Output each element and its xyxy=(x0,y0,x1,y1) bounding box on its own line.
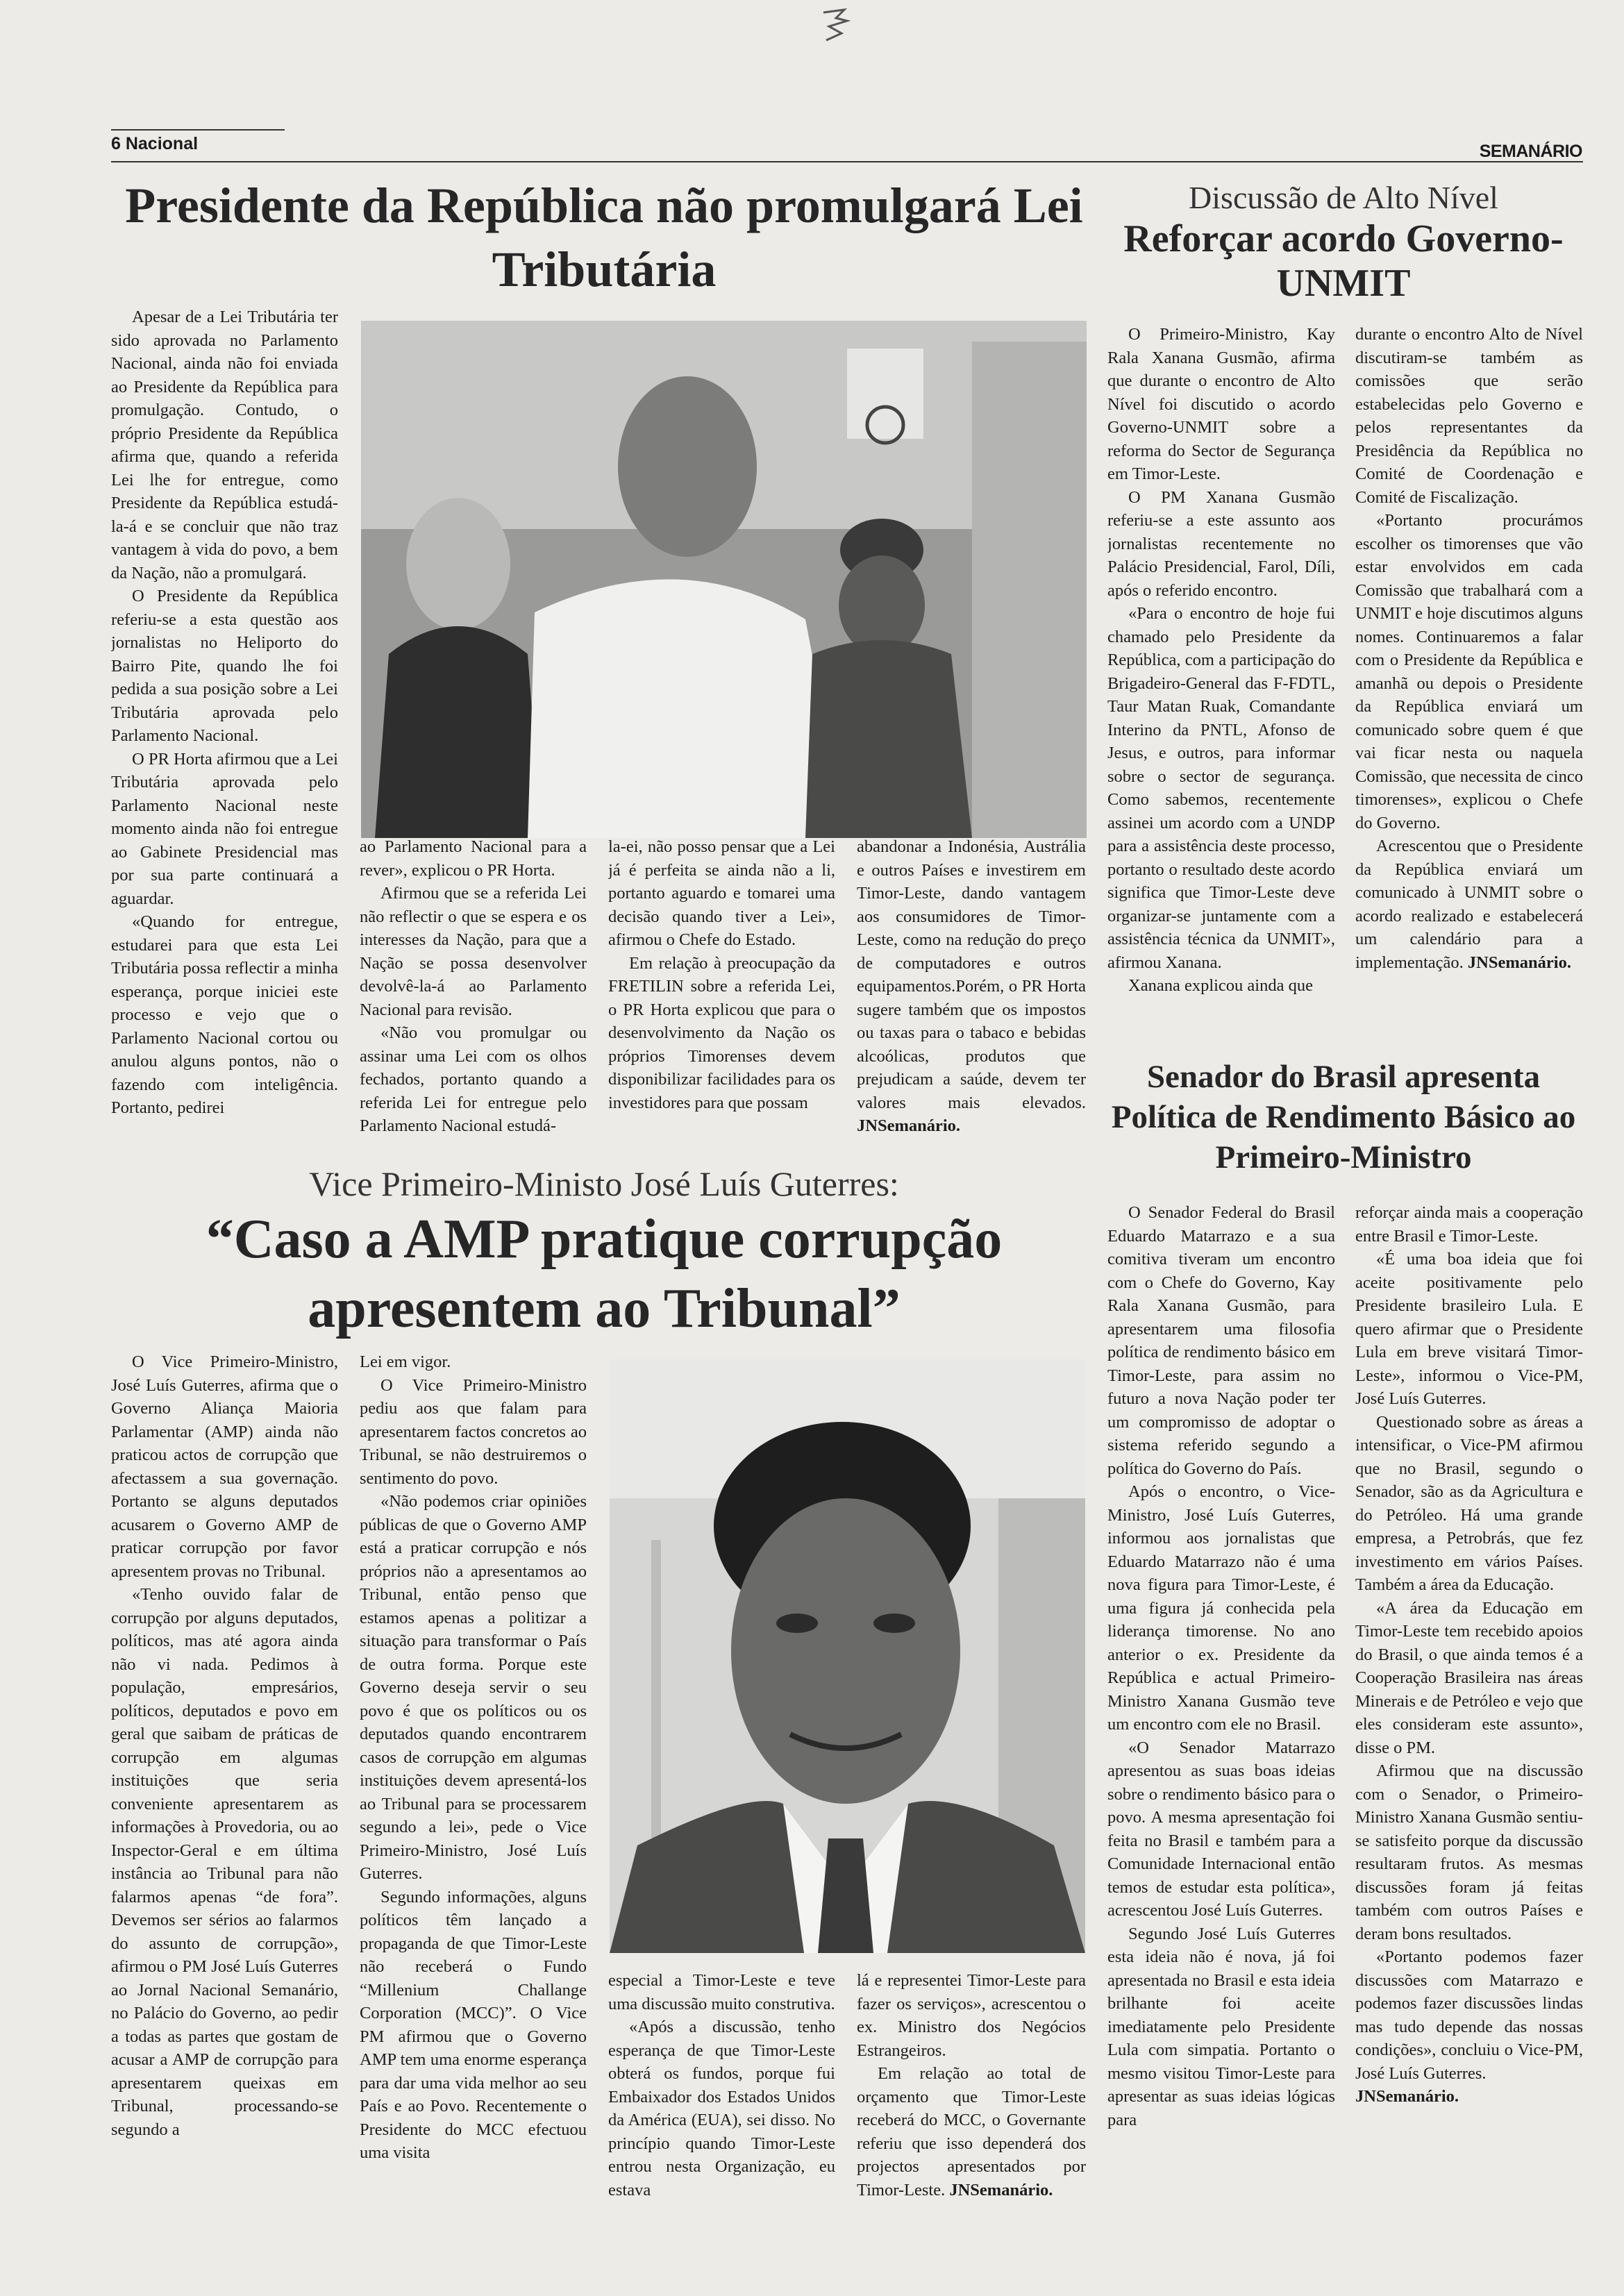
article1-photo xyxy=(361,321,1087,838)
article3-col2: Lei em vigor. O Vice Primeiro-Ministro pediu aos que falam para apresentarem factos concretos ao Tribunal, se não destruiremos o sentimento do povo. «Não podemos criar opiniões públicas de que o Governo AMP está a praticar corrupção e nós próprios não a apresentamos ao Tribunal, então penso que estamos apenas a politizar a situação para transformar o País de outra forma. Porque este Governo deseja servir o seu povo é que os políticos ou os deputados quando encontrarem casos de corrupção em algumas instituições devem apresentá-los ao Tribunal para se processarem segundo a lei», pede o Vice Primeiro-Ministro, José Luís Guterres. Segundo informações, alguns políticos têm lançado a propaganda de que Timor-Leste não receberá o Fundo “Millenium Challange Corporation (MCC)”. O Vice PM afirmou que o Governo AMP tem uma enorme esperança para dar uma vida melhor ao seu País e ao Povo. Recentemente o Presidente do MCC efectuou uma visita xyxy=(360,1352,587,2162)
article3-col3: especial a Timor-Leste e teve uma discussão muito construtiva. «Após a discussão, tenho esperança de que Timor-Leste obterá os fundos, porque fui Embaixador dos Estados Unidos da América (EUA), sei disso. No princípio quando Timor-Leste entrou nesta Organização, eu estava xyxy=(608,1971,835,2199)
article2-title: Reforçar acordo Governo-UNMIT xyxy=(1123,217,1564,305)
article1-col2: ao Parlamento Nacional para a rever», explicou o PR Horta. Afirmou que se a referida Lei não reflectir o que se espera e os interesses da Nação, para que a Nação se possa desenvolver devolvê-la-á ao Parlamento Nacional para revisão. «Não vou promulgar ou assinar uma Lei com os olhos fechados, portanto quando a referida Lei for entregue pelo Parlamento Nacional estudá- xyxy=(360,837,587,1135)
article1-signature: JNSemanário. xyxy=(857,1116,961,1135)
top-ornament-icon xyxy=(819,6,851,47)
article2-signature: JNSemanário. xyxy=(1467,953,1571,972)
page-section-label: 6 Nacional xyxy=(111,134,199,153)
article3-col4: lá e representei Timor-Leste para fazer os serviços», acrescentou o ex. Ministro dos Negócios Estrangeiros. Em relação ao total de orçamento que Timor-Leste receberá do MCC, o Governante referiu que isso dependerá dos projectos apresentados por Timor-Leste. JNSemanário. xyxy=(857,1971,1086,2199)
article3-kicker: Vice Primeiro-Ministo José Luís Guterres: xyxy=(309,1164,899,1203)
header-rule xyxy=(111,161,1583,162)
article1-col4: abandonar a Indonésia, Austrália e outros Países e investirem em Timor-Leste, dando vantagem aos consumidores de Timor-Leste, como na redução do preço de computadores e outros equipamentos.Porém, o PR Horta sugere também que os impostos ou taxas para o tabaco e bebidas alcoólicas, produtos que prejudicam a saúde, devem ter valores mais elevados. JNSemanário. xyxy=(857,837,1086,1135)
article4-title: Senador do Brasil apresenta Política de Rendimento Básico ao Primeiro-Ministro xyxy=(1111,1059,1576,1175)
article3-col1: O Vice Primeiro-Ministro, José Luís Guterres, afirma que o Governo Aliança Maioria Parlamentar (AMP) ainda não praticou actos de corrupção que afectassem a sua governação. Portanto se alguns deputados acusarem o Governo AMP de praticar corrupção por favor apresentem provas no Tribunal. «Tenho ouvido falar de corrupção por alguns deputados, políticos, mas até agora ainda não vi nada. Pedimos à população, empresários, políticos, deputados e povo em geral que saibam de práticas de corrupção em algumas instituições que seria conveniente apresentarem as informações à Provedoria, ou ao Inspector-Geral e em última instância ao Tribunal para não falarmos apenas “de fora”. Devemos ser sérios ao falarmos do assunto de corrupção», afirmou o PM José Luís Guterres ao Jornal Nacional Semanário, no Palácio do Governo, ao pedir a todas as partes que gostam de acusar a AMP de corrupção para apresentarem queixas em Tribunal, processando-se segundo a xyxy=(111,1352,338,2139)
article3-signature: JNSemanário. xyxy=(949,2180,1053,2199)
article4-signature: JNSemanário. xyxy=(1355,2087,1459,2106)
publication-name: SEMANÁRIO xyxy=(1479,142,1582,161)
article2-kicker: Discussão de Alto Nível xyxy=(1189,180,1498,215)
header-short-rule xyxy=(111,129,285,131)
article1-col3: la-ei, não posso pensar que a Lei já é perfeita se ainda não a li, portanto aguardo e tomarei uma decisão quando tiver a Lei», afirmou o Chefe do Estado. Em relação à preocupação da FRETILIN sobre a referida Lei, o PR Horta explicou que para o desenvolvimento da Nação os próprios Timorenses devem disponibilizar facilidades para os investidores para que possam xyxy=(608,837,835,1112)
article3-title: “Caso a AMP pratique corrupção apresentem ao Tribunal” xyxy=(206,1209,1003,1339)
article2-col1: O Primeiro-Ministro, Kay Rala Xanana Gusmão, afirma que durante o encontro de Alto Nível foi discutido o acordo Governo-UNMIT sobre a reforma do Sector de Segurança em Timor-Leste. O PM Xanana Gusmão referiu-se a este assunto aos jornalistas recentemente no Palácio Presidencial, Farol, Díli, após o referido encontro. «Para o encontro de hoje fui chamado pelo Presidente da República, com a participação do Brigadeiro-General das F-FDTL, Taur Matan Ruak, Comandante Interino da PNTL, Afonso de Jesus, e outros, para informar sobre o sector de segurança. Como sabemos, recentemente assinei um acordo com a UNDP para a assistência deste processo, portanto o resultado deste acordo significa que Timor-Leste deve organizar-se juntamente com a assistência técnica da UNMIT», afirmou Xanana. Xanana explicou ainda que xyxy=(1107,325,1335,995)
article3-photo xyxy=(610,1359,1085,1953)
article2-col2: durante o encontro Alto de Nível discutiram-se também as comissões que serão estabelecidas pelo Governo e pelos representantes da Presidência da República no Comité de Coordenação e Comité de Fiscalização. «Portanto procurámos escolher os timorenses que vão estar envolvidos em cada Comissão que trabalhará com a UNMIT e hoje discutimos alguns nomes. Continuaremos a falar com o Presidente da República e amanhã ou depois o Presidente da República enviará um comunicado sobre quem é que vai ficar nesta ou naquela Comissão, que necessita de cinco timorenses», explicou o Chefe do Governo. Acrescentou que o Presidente da República enviará um comunicado à UNMIT sobre o acordo realizado e estabelecerá um calendário para a implementação. JNSemanário. xyxy=(1355,325,1583,972)
article4-col1: O Senador Federal do Brasil Eduardo Matarrazo e a sua comitiva tiveram um encontro com o Chefe do Governo, Kay Rala Xanana Gusmão, para apresentarem uma filosofia política de rendimento básico em Timor-Leste, para assim no futuro a nova Nação poder ter um compromisso de adoptar o sistema referido segundo a política do Governo do País. Após o encontro, o Vice-Ministro, José Luís Guterres, informou aos jornalistas que Eduardo Matarrazo não é uma nova figura para Timor-Leste, é uma figura já conhecida pela liderança timorense. No ano anterior o ex. Presidente da República e actual Primeiro-Ministro Xanana Gusmão teve um encontro com ele no Brasil. «O Senador Matarrazo apresentou as suas boas ideias sobre o rendimento básico para o povo. A mesma apresentação foi feita no Brasil e também para a Comunidade Internacional então temos de estudar esta política», acrescentou José Luís Guterres. Segundo José Luís Guterres esta ideia não é nova, já foi apresentada no Brasil e esta ideia brilhante foi aceite imediatamente pelo Presidente Lula com simpatia. Portanto o mesmo visitou Timor-Leste para apresentar as suas ideias lógicas para xyxy=(1107,1203,1335,2129)
article4-col2: reforçar ainda mais a cooperação entre Brasil e Timor-Leste. «É uma boa ideia que foi aceite positivamente pelo Presidente brasileiro Lula. E quero afirmar que o Presidente Lula em breve visitará Timor-Leste», informou o Vice-PM, José Luís Guterres. Questionado sobre as áreas a intensificar, o Vice-PM afirmou que no Brasil, segundo o Senador, são as da Agricultura e do Petróleo. Há uma grande empresa, a Petrobrás, que fez investimento em vários Países. Também a área da Educação. «A área da Educação em Timor-Leste tem recebido apoios do Brasil, o que ainda temos é a Cooperação Brasileira nas áreas Minerais e de Petróleo e vejo que eles consideram este assunto», disse o PM. Afirmou que na discussão com o Senador, o Primeiro-Ministro Xanana Gusmão sentiu-se satisfeito porque da discussão resultaram frutos. As mesmas discussões foram já feitas também com outros Países e deram bons resultados. «Portanto podemos fazer discussões com Matarrazo e podemos fazer discussões lindas mas tudo depende das nossas condições», concluiu o Vice-PM, José Luís Guterres. JNSemanário. xyxy=(1355,1203,1583,2106)
article1-title: Presidente da República não promulgará Lei Tributária xyxy=(125,178,1083,297)
article1-col1: Apesar de a Lei Tributária ter sido aprovada no Parlamento Nacional, ainda não foi enviada ao Presidente da República para promulgação. Contudo, o próprio Presidente da República afirma que, quando a referida Lei lhe for entregue, como Presidente da República estudá-la-á e se concluir que não traz vantagem à vida do povo, a bem da Nação, não a promulgará. O Presidente da República referiu-se a esta questão aos jornalistas no Heliporto do Bairro Pite, quando lhe foi pedida a sua posição sobre a Lei Tributária aprovada pelo Parlamento Nacional. O PR Horta afirmou que a Lei Tributária aprovada pelo Parlamento Nacional neste momento ainda não foi entregue ao Gabinete Presidencial mas por sua parte continuará a aguardar. «Quando for entregue, estudarei para que esta Lei Tributária possa reflectir a minha esperança, porque iniciei este processo e vejo que o Parlamento Nacional cortou ou anulou alguns pontos, não o fazendo com inteligência. Portanto, pedirei xyxy=(111,308,338,1117)
